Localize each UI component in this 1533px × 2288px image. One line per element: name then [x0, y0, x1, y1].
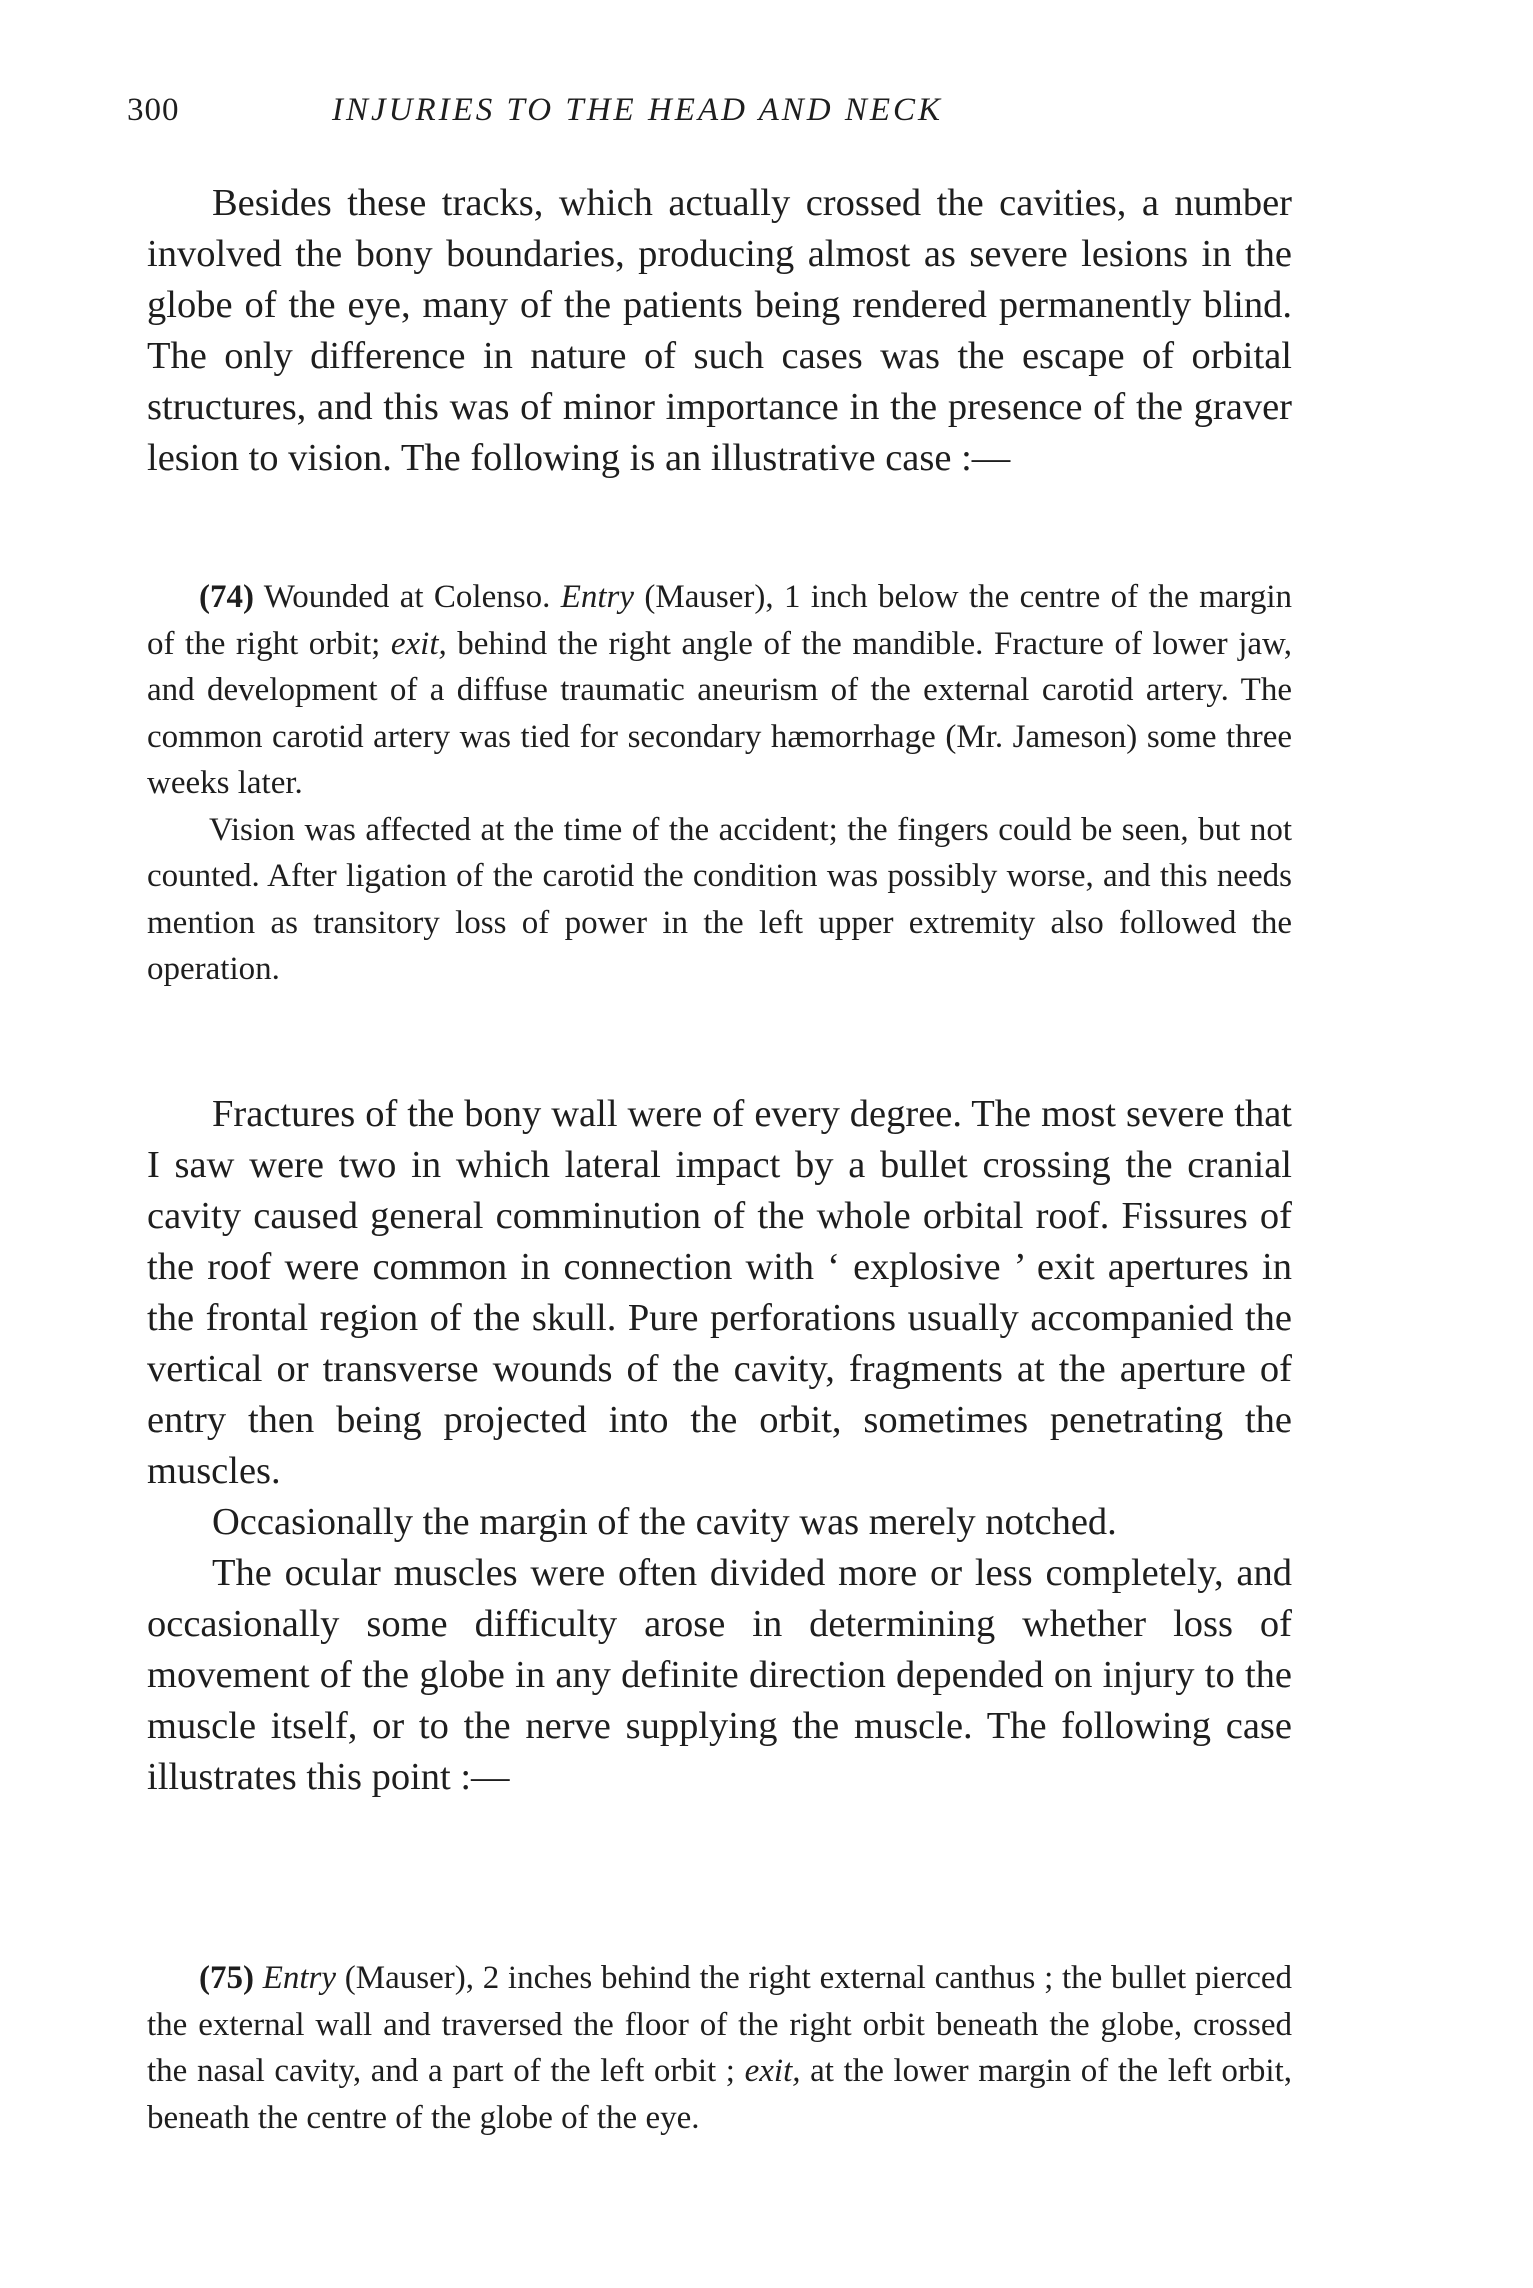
case-number: (75): [199, 1960, 254, 1996]
case-75: [147, 1955, 1292, 2141]
exit-label: exit,: [744, 2053, 801, 2089]
page-number: 300: [127, 92, 180, 128]
paragraph-text: Besides these tracks, which actually crossed the cavities, a number involved the bony boundaries, producing almost as severe lesions in the globe of the eye, many of the patients being rendered permanently blind. The only difference in nature of such cases was the escape of orbital structures, and this was of minor importance in the presence of the graver lesion to vision. The following is an illustrative case :—: [147, 182, 1292, 479]
paragraph-text: Fractures of the bony wall were of every degree. The most severe that I saw were two in which lateral impact by a bullet crossing the cranial cavity caused general comminution of the whole orbital roof. Fissures of the roof were common in connection with ‘ explosive ’ exit apertures in the frontal region of the skull. Pure perforations usually accompanied the vertical or transverse wounds of the cavity, fragments at the aperture of entry then being projected into the orbit, sometimes penetrating the muscles.: [147, 1093, 1292, 1492]
entry-label: Entry: [560, 579, 635, 615]
running-head: INJURIES TO THE HEAD AND NECK: [332, 92, 944, 128]
paragraph-text: Occasionally the margin of the cavity was merely notched.: [212, 1501, 1117, 1543]
exit-label: exit,: [390, 625, 447, 662]
paragraph-tracks: [147, 178, 1292, 484]
case-74: [147, 574, 1292, 993]
case-intro: Wounded at Colenso.: [253, 579, 561, 615]
page-header: [127, 92, 1287, 142]
case-74-followup: Vision was affected at the time of the accident; the fingers could be seen, but not counted. After ligation of the carotid the condition was possibly worse, and this needs mention as transitory loss of power in the left upper extremity also followed the operation.: [147, 811, 1292, 987]
entry-text: (Mauser), 1 inch below the centre of the margin of the right orbit;: [147, 579, 1292, 662]
entry-text: (Mauser), 2 inches behind the right external canthus ; the bullet pierced the external wall and traversed the floor of the right orbit beneath the globe, crossed the nasal cavity, and a part of the left orbit ;: [147, 1960, 1293, 2089]
case-75-description: [147, 1955, 1292, 2141]
case-74-description: [147, 574, 1292, 807]
exit-text: at the lower margin of the left orbit, beneath the centre of the globe of the eye.: [147, 2053, 1292, 2136]
paragraph-fractures: [147, 1089, 1292, 1803]
case-number: (74): [199, 579, 254, 615]
entry-label: Entry: [262, 1960, 337, 1996]
paragraph-text: The ocular muscles were often divided more or less completely, and occasionally some difficulty arose in determining whether loss of movement of the globe in any definite direction depended on injury to the muscle itself, or to the nerve supplying the muscle. The following case illustrates this point :—: [147, 1552, 1292, 1798]
exit-text: behind the right angle of the mandible. Fracture of lower jaw, and development of a diffuse traumatic aneurism of the external carotid artery. The common carotid artery was tied for secondary hæmorrhage (Mr. Jameson) some three weeks later.: [147, 625, 1292, 801]
